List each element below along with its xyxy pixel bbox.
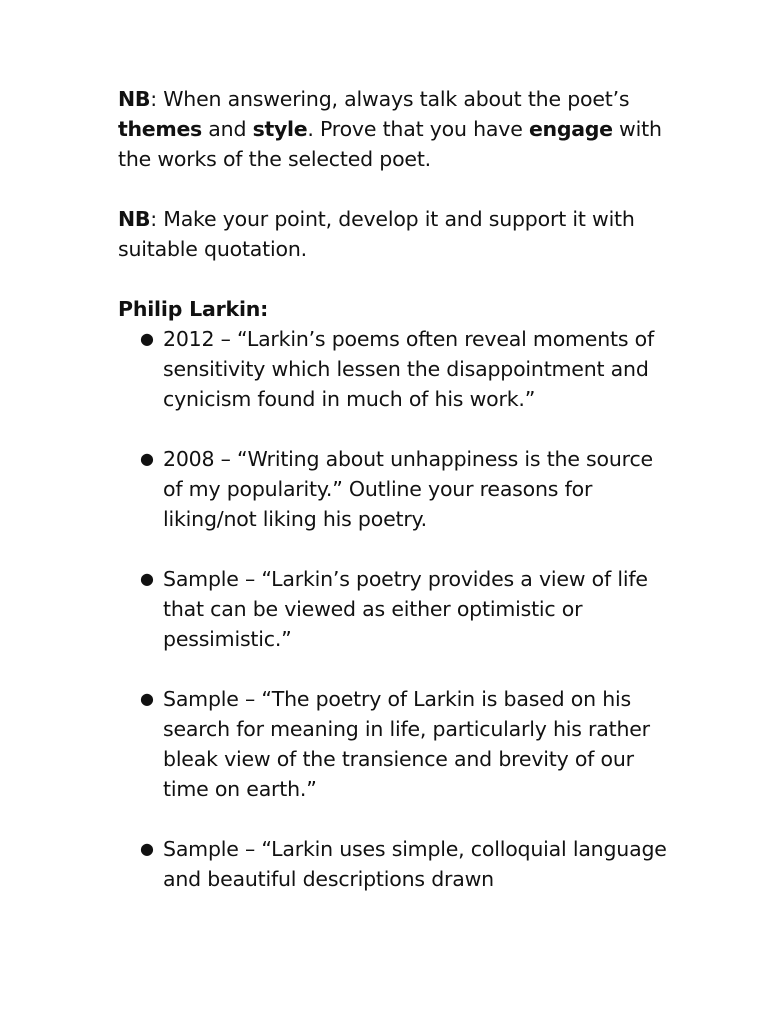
list-item [118,444,678,534]
note-text: : When answering, always talk about the poet’s [150,87,630,111]
document-page [118,84,678,924]
note-answering [118,84,678,174]
note-text: . Prove that you have [307,117,529,141]
section-heading: Philip Larkin: [118,297,269,321]
keyword-style: style [252,117,308,141]
question-list [118,324,678,894]
bullet-icon: ● [140,449,154,468]
question-text: Sample – “The poetry of Larkin is based on his search for meaning in life, particularly his rather bleak view of the transience and brevity of our time on earth.” [163,687,650,801]
nb-label: NB [118,207,151,231]
bullet-icon: ● [140,329,154,348]
question-text: 2012 – “Larkin’s poems often reveal moments of sensitivity which lessen the disappointment and cynicism found in much of his work.” [163,327,655,411]
note-make-point [118,204,678,264]
bullet-icon: ● [140,839,154,858]
note-text: with the works of the selected poet. [118,117,662,171]
bullet-icon: ● [140,569,154,588]
nb-label: NB [118,87,151,111]
bullet-icon: ● [140,689,154,708]
question-text: Sample – “Larkin uses simple, colloquial language and beautiful descriptions drawn [163,837,667,891]
question-text: Sample – “Larkin’s poetry provides a view of life that can be viewed as either optimistic or pessimistic.” [163,567,648,651]
note-text: : Make your point, develop it and support it with suitable quotation. [118,207,635,261]
list-item [118,684,678,804]
keyword-engage: engage [528,117,613,141]
note-text: and [201,117,253,141]
keyword-themes: themes [118,117,202,141]
list-item [118,324,678,414]
question-text: 2008 – “Writing about unhappiness is the source of my popularity.” Outline your reasons for liking/not liking his poetry. [163,447,653,531]
list-item [118,834,678,894]
list-item [118,564,678,654]
